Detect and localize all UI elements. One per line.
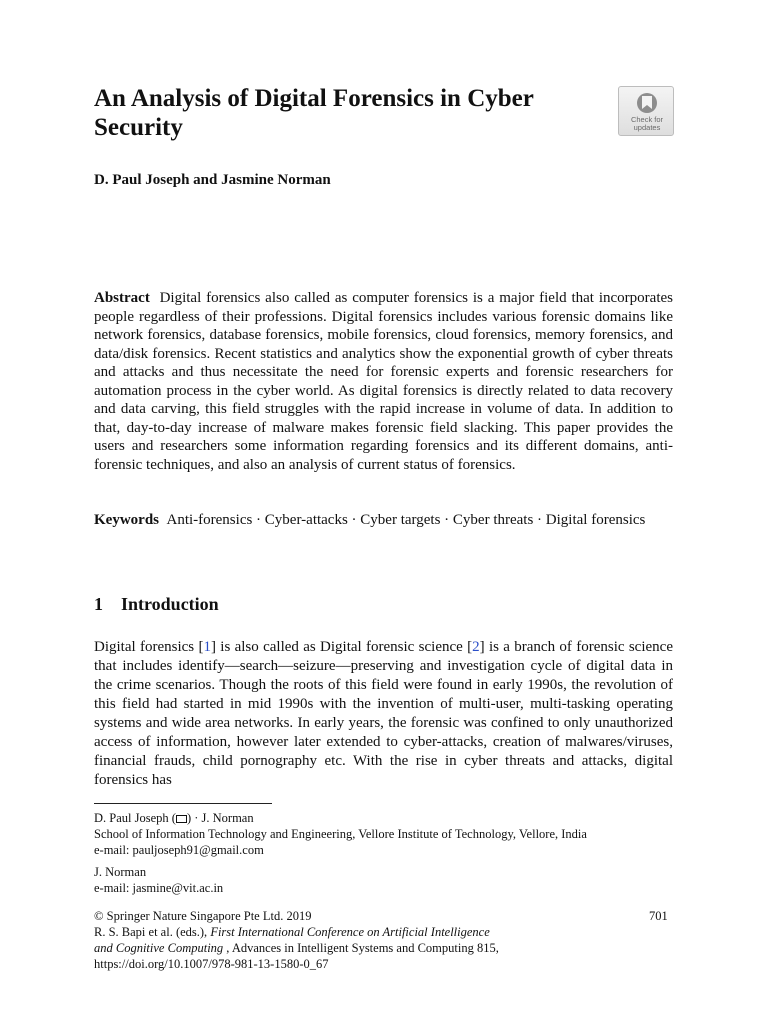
section-title: Introduction [121,594,219,614]
envelope-icon [176,815,187,823]
corresponding-author-line [94,810,694,826]
keywords [94,511,673,530]
citation-link-1[interactable]: 1 [203,639,211,655]
intro-text-part-2: ] is also called as Digital forensic science [ [210,639,473,655]
abstract [94,289,673,474]
check-for-updates-icon [635,92,659,114]
author-email-2[interactable]: e-mail: jasmine@vit.ac.in [94,881,224,895]
intro-text-part-3: ] is a branch of forensic science that includes identify—search—seizure—preserving and investigation cycle of digital data in the crime scenarios. Though the roots of this field were found in early 1990s, the revolution of this field had started in mid 1990s with the invention of multi-user, multi-tasking operating systems and wide area networks. In early years, the forensic was confined to only unauthorized access of information, however later extended to cyber-attacks, creation of malwares/viruses, financial frauds, child pornography etc. With the rise in cyber threats and attacks, digital forensics has [94,639,673,788]
series-line [94,940,694,956]
intro-text-part-1: Digital forensics [ [94,639,204,655]
second-author-footnote [94,864,694,896]
author-footnote [94,810,694,858]
keywords-text: Anti-forensics · Cyber-attacks · Cyber targets · Cyber threats · Digital forensics [166,512,646,528]
citation-link-2[interactable]: 2 [472,639,480,655]
badge-line-2: updates [633,123,661,132]
abstract-text: Digital forensics also called as computer forensics is a major field that incorporates people regardless of their professions. Digital forensics includes various forensic domains like network forensics, database forensics, mobile forensics, cloud forensics, memory forensics, and data/disk forensics. Recent statistics and analytics show the exponential growth of cyber threats and attacks and thus necessitate the need for forensic experts and forensic researchers for automation process in the cyber world. As digital forensics is directly related to data recovery and data carving, this field struggles with the rapid increase in volume of data. In addition to that, day-to-day increase of malware makes forensic field slacking. This paper provides the users and researchers some information regarding forensics and its different domains, anti-forensic techniques, and also an analysis of current status of forensics. [94,290,673,473]
paper-title: An Analysis of Digital Forensics in Cyber Security [94,85,534,141]
affiliation: School of Information Technology and Engineering, Vellore Institute of Technology, Vellore, India [94,827,587,841]
page-number: 701 [649,909,668,923]
series-name: , Advances in Intelligent Systems and Computing 815, [223,941,499,955]
doi-link[interactable]: https://doi.org/10.1007/978-981-13-1580-0_67 [94,957,329,971]
copyright-line: © Springer Nature Singapore Pte Ltd. 2019 [94,909,312,923]
authors: D. Paul Joseph and Jasmine Norman [94,172,331,188]
check-for-updates-badge[interactable] [618,86,674,136]
abstract-label: Abstract [94,290,150,306]
conference-title-2: and Cognitive Computing [94,941,224,955]
section-heading-introduction [94,594,219,615]
check-for-updates-label [619,116,675,132]
author-name: D. Paul Joseph ( [94,811,176,825]
section-number: 1 [94,594,103,614]
editors-line [94,924,694,940]
copyright-block [94,908,694,972]
introduction-paragraph [94,638,673,790]
keywords-label: Keywords [94,512,159,528]
conference-title-1: First International Conference on Artificial Intelligence [210,925,490,939]
author-email-1[interactable]: e-mail: pauljoseph91@gmail.com [94,843,264,857]
editors-prefix: R. S. Bapi et al. (eds.), [94,925,211,939]
footnote-divider [94,803,272,804]
coauthor-name: ) · J. Norman [186,811,254,825]
badge-line-1: Check for [630,115,664,124]
second-author-name: J. Norman [94,865,147,879]
